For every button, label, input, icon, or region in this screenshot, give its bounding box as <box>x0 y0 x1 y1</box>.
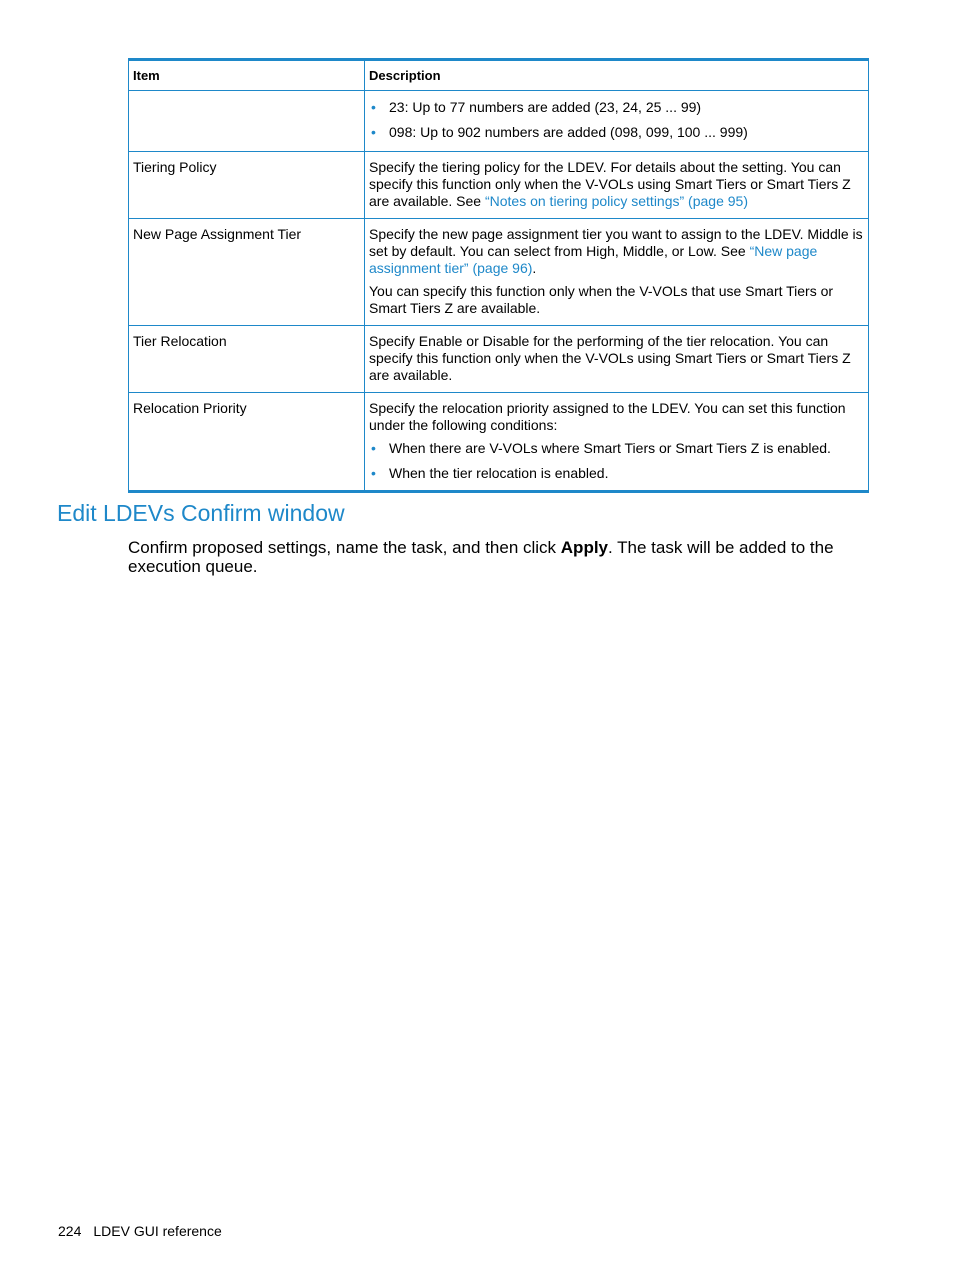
description-paragraph: Specify the relocation priority assigned to the LDEV. You can set this function under the following conditions: <box>369 400 846 433</box>
cross-reference-link[interactable]: “Notes on tiering policy settings” (page 95) <box>484 193 748 209</box>
description-cell: Specify Enable or Disable for the performing of the tier relocation. You can specify this function only when the V-VOLs using Smart Tiers or Smart Tiers Z are available. <box>365 326 869 393</box>
item-cell: Relocation Priority <box>129 393 365 492</box>
description-cell: Specify the tiering policy for the LDEV. For details about the setting. You can specify this function only when the V-VOLs using Smart Tiers or Smart Tiers Z are available. See “Notes on tiering policy settings” (page 95) <box>365 152 869 219</box>
list-item: • 23: Up to 77 numbers are added (23, 24, 25 ... 99) <box>371 99 702 115</box>
bullet-icon: • <box>371 99 376 115</box>
item-cell: New Page Assignment Tier <box>129 219 365 326</box>
table-row <box>129 219 869 326</box>
page-footer <box>58 1223 234 1239</box>
table-row <box>129 393 869 492</box>
item-cell: Tier Relocation <box>129 326 365 393</box>
description-cell <box>365 393 869 492</box>
section-paragraph: Confirm proposed settings, name the task, and then click Apply. The task will be added to the execution queue. <box>128 538 834 576</box>
item-cell: Tiering Policy <box>129 152 365 219</box>
table-header-row <box>129 60 869 91</box>
table-row <box>129 152 869 219</box>
bullet-list <box>369 440 864 482</box>
description-cell: Specify the new page assignment tier you want to assign to the LDEV. Middle is set by default. You can select from High, Middle, or Low. See “New page assignment tier” (page 96). You can specify this function only when the V-VOLs that use Smart Tiers or Smart Tiers Z are available. <box>365 219 869 326</box>
section-heading: Edit LDEVs Confirm window <box>57 500 345 526</box>
page-number: 224 <box>58 1223 82 1239</box>
table-row <box>129 91 869 152</box>
list-item: • When the tier relocation is enabled. <box>371 465 609 481</box>
footer-title: LDEV GUI reference <box>93 1223 222 1239</box>
bullet-icon: • <box>371 440 376 456</box>
column-header-item: Item <box>129 60 365 91</box>
ldev-settings-table <box>128 58 869 493</box>
column-header-description: Description <box>365 60 869 91</box>
cross-reference-link[interactable]: “New page assignment tier” (page 96) <box>369 243 818 276</box>
description-paragraph: You can specify this function only when the V-VOLs that use Smart Tiers or Smart Tiers Z are available. <box>369 283 834 316</box>
bullet-icon: • <box>371 465 376 481</box>
apply-term: Apply <box>560 538 609 557</box>
table-row <box>129 326 869 393</box>
list-item: • 098: Up to 902 numbers are added (098, 099, 100 ... 999) <box>371 124 748 140</box>
description-cell <box>365 91 869 152</box>
list-item: • When there are V-VOLs where Smart Tiers or Smart Tiers Z is enabled. <box>371 440 831 456</box>
bullet-list <box>369 99 864 141</box>
item-cell <box>129 91 365 152</box>
bullet-icon: • <box>371 124 376 140</box>
